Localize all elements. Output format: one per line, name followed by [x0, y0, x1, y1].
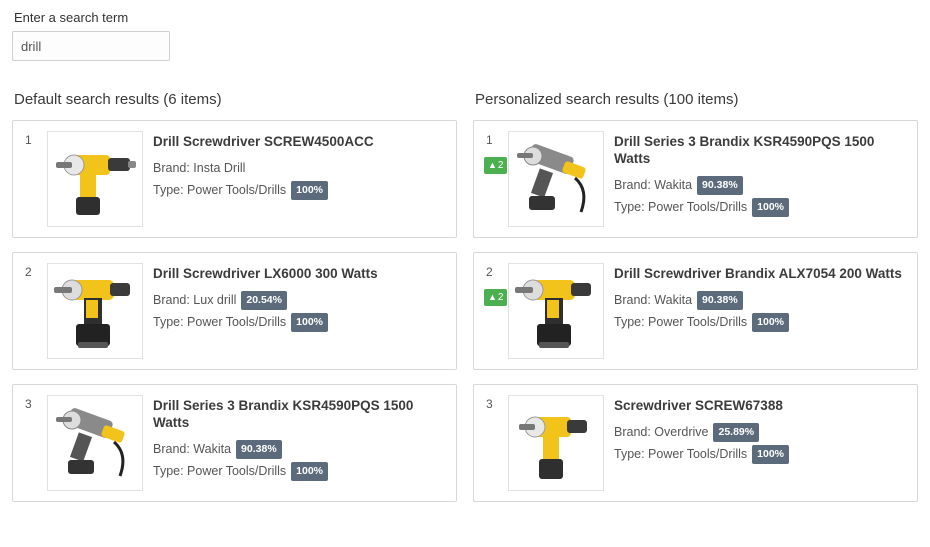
- rank-number: 2: [486, 265, 493, 279]
- product-title: Screwdriver SCREW67388: [614, 398, 783, 413]
- type-row: [153, 312, 446, 332]
- type-label: Type: Power Tools/Drills: [614, 200, 748, 214]
- product-title: Drill Series 3 Brandix KSR4590PQS 1500 Watts: [153, 398, 414, 430]
- brand-match-badge: 20.54%: [241, 291, 287, 310]
- type-label: Type: Power Tools/Drills: [153, 183, 287, 197]
- rank-number: 1: [486, 133, 493, 147]
- brand-row: [614, 175, 907, 195]
- rank-change-value: 2: [497, 160, 504, 171]
- product-title: Drill Screwdriver LX6000 300 Watts: [153, 266, 378, 281]
- type-match-badge: 100%: [752, 198, 789, 217]
- brand-row: [614, 290, 907, 310]
- rank-number: 3: [25, 397, 32, 411]
- type-row: [614, 197, 907, 217]
- brand-match-badge: 90.38%: [697, 291, 743, 310]
- type-match-badge: 100%: [752, 445, 789, 464]
- product-image: [508, 131, 604, 227]
- type-row: [153, 461, 446, 481]
- list-item[interactable]: [12, 120, 457, 238]
- product-image: [47, 263, 143, 359]
- default-results-column: [12, 91, 457, 516]
- type-row: [614, 444, 907, 464]
- rank-change-badge: [484, 289, 507, 306]
- brand-row: [614, 422, 907, 442]
- brand-label: Brand: Lux drill: [153, 293, 237, 307]
- rank-column: [21, 263, 47, 279]
- product-info: [614, 131, 907, 219]
- type-label: Type: Power Tools/Drills: [153, 464, 287, 478]
- rank-column: [21, 395, 47, 411]
- type-match-badge: 100%: [291, 462, 328, 481]
- product-image: [47, 395, 143, 491]
- rank-column: [482, 263, 508, 306]
- brand-row: [153, 158, 446, 178]
- list-item[interactable]: [12, 252, 457, 370]
- type-label: Type: Power Tools/Drills: [614, 447, 748, 461]
- personalized-results-column: [473, 91, 918, 516]
- brand-label: Brand: Wakita: [614, 178, 693, 192]
- list-item[interactable]: [473, 252, 918, 370]
- search-input[interactable]: [12, 31, 170, 61]
- product-info: [153, 131, 446, 202]
- rank-column: [21, 131, 47, 147]
- product-info: [153, 395, 446, 483]
- default-results-title: Default search results (6 items): [14, 91, 222, 108]
- product-image: [508, 263, 604, 359]
- type-row: [153, 180, 446, 200]
- brand-match-badge: 90.38%: [236, 440, 282, 459]
- product-info: [153, 263, 446, 334]
- rank-column: [482, 131, 508, 174]
- search-label: Enter a search term: [14, 10, 129, 25]
- brand-row: [153, 439, 446, 459]
- type-label: Type: Power Tools/Drills: [614, 315, 748, 329]
- rank-number: 1: [25, 133, 32, 147]
- type-match-badge: 100%: [752, 313, 789, 332]
- list-item[interactable]: [473, 120, 918, 238]
- type-match-badge: 100%: [291, 181, 328, 200]
- type-match-badge: 100%: [291, 313, 328, 332]
- list-item[interactable]: [12, 384, 457, 502]
- product-title: Drill Series 3 Brandix KSR4590PQS 1500 Watts: [614, 134, 875, 166]
- brand-label: Brand: Wakita: [153, 442, 232, 456]
- rank-number: 2: [25, 265, 32, 279]
- arrow-up-icon: ▲: [488, 292, 497, 302]
- search-section: [12, 10, 918, 61]
- brand-label: Brand: Overdrive: [614, 425, 709, 439]
- arrow-up-icon: ▲: [488, 160, 497, 170]
- product-info: [614, 263, 907, 334]
- product-title: Drill Screwdriver Brandix ALX7054 200 Watts: [614, 266, 902, 281]
- rank-number: 3: [486, 397, 493, 411]
- list-item[interactable]: [473, 384, 918, 502]
- brand-match-badge: 25.89%: [713, 423, 759, 442]
- product-title: Drill Screwdriver SCREW4500ACC: [153, 134, 374, 149]
- brand-label: Brand: Wakita: [614, 293, 693, 307]
- brand-row: [153, 290, 446, 310]
- results-columns: [12, 91, 918, 516]
- type-row: [614, 312, 907, 332]
- rank-change-badge: [484, 157, 507, 174]
- personalized-results-title: Personalized search results (100 items): [475, 91, 739, 108]
- rank-change-value: 2: [497, 292, 504, 303]
- product-image: [47, 131, 143, 227]
- product-image: [508, 395, 604, 491]
- product-info: [614, 395, 907, 466]
- brand-match-badge: 90.38%: [697, 176, 743, 195]
- rank-column: [482, 395, 508, 411]
- type-label: Type: Power Tools/Drills: [153, 315, 287, 329]
- brand-label: Brand: Insta Drill: [153, 161, 246, 175]
